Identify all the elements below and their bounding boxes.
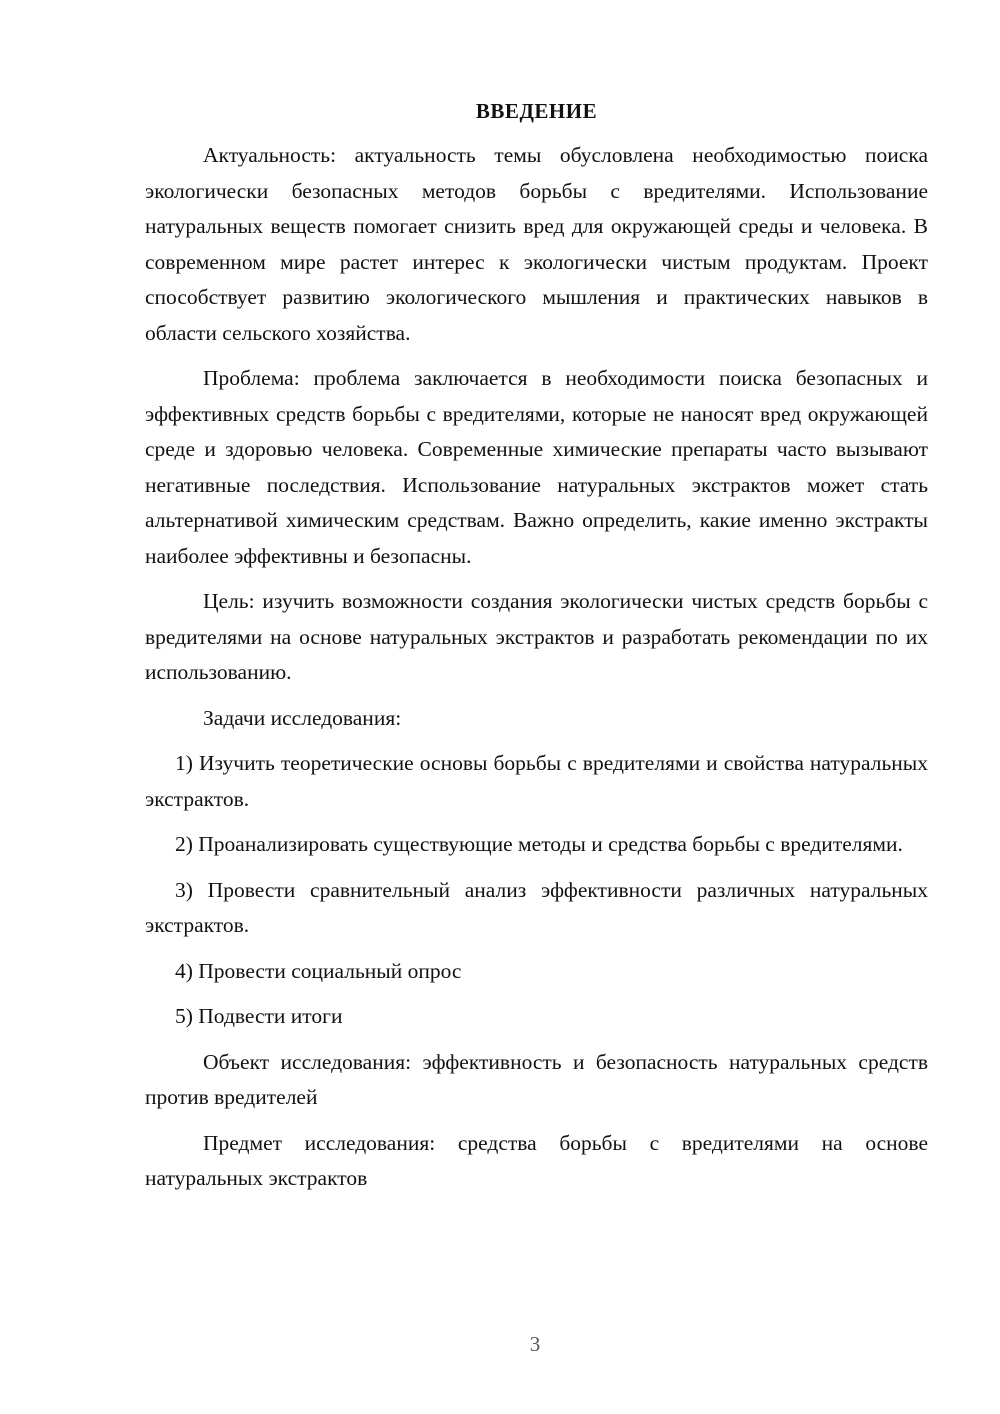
relevance-paragraph: Актуальность: актуальность темы обусловлена необходимостью поиска экологически безопасных методов борьбы с вредителями. Использование натуральных веществ помогает снизить вред для окружающей среды и человека. В современном мире растет интерес к экологически чистым продуктам. Проект способствует развитию экологического мышления и практических навыков в области сельского хозяйства. <box>145 143 928 345</box>
object-paragraph: Объект исследования: эффективность и безопасность натуральных средств против вредителей <box>145 1049 928 1109</box>
tasks-heading: Задачи исследования: <box>203 705 402 730</box>
task-item: 3) Провести сравнительный анализ эффективности различных натуральных экстрактов. <box>145 877 928 937</box>
page-content <box>145 96 928 1207</box>
task-item: 2) Проанализировать существующие методы и средства борьбы с вредителями. <box>175 832 903 856</box>
problem-paragraph: Проблема: проблема заключается в необходимости поиска безопасных и эффективных средств борьбы с вредителями, которые не наносят вред окружающей среде и здоровью человека. Современные химические препараты часто вызывают негативные последствия. Использование натуральных экстрактов может стать альтернативой химическим средствам. Важно определить, какие именно экстракты наиболее эффективны и безопасны. <box>145 366 928 568</box>
goal-paragraph: Цель: изучить возможности создания экологически чистых средств борьбы с вредителями на основе натуральных экстрактов и разработать рекомендации по их использованию. <box>145 589 928 684</box>
task-item: 1) Изучить теоретические основы борьбы с вредителями и свойства натуральных экстрактов. <box>145 751 928 811</box>
page-number: 3 <box>529 1332 541 1356</box>
subject-paragraph: Предмет исследования: средства борьбы с вредителями на основе натуральных экстрактов <box>145 1130 928 1190</box>
page-title: ВВЕДЕНИЕ <box>475 99 598 123</box>
task-item: 5) Подвести итоги <box>175 1004 343 1028</box>
task-item: 4) Провести социальный опрос <box>175 958 462 983</box>
